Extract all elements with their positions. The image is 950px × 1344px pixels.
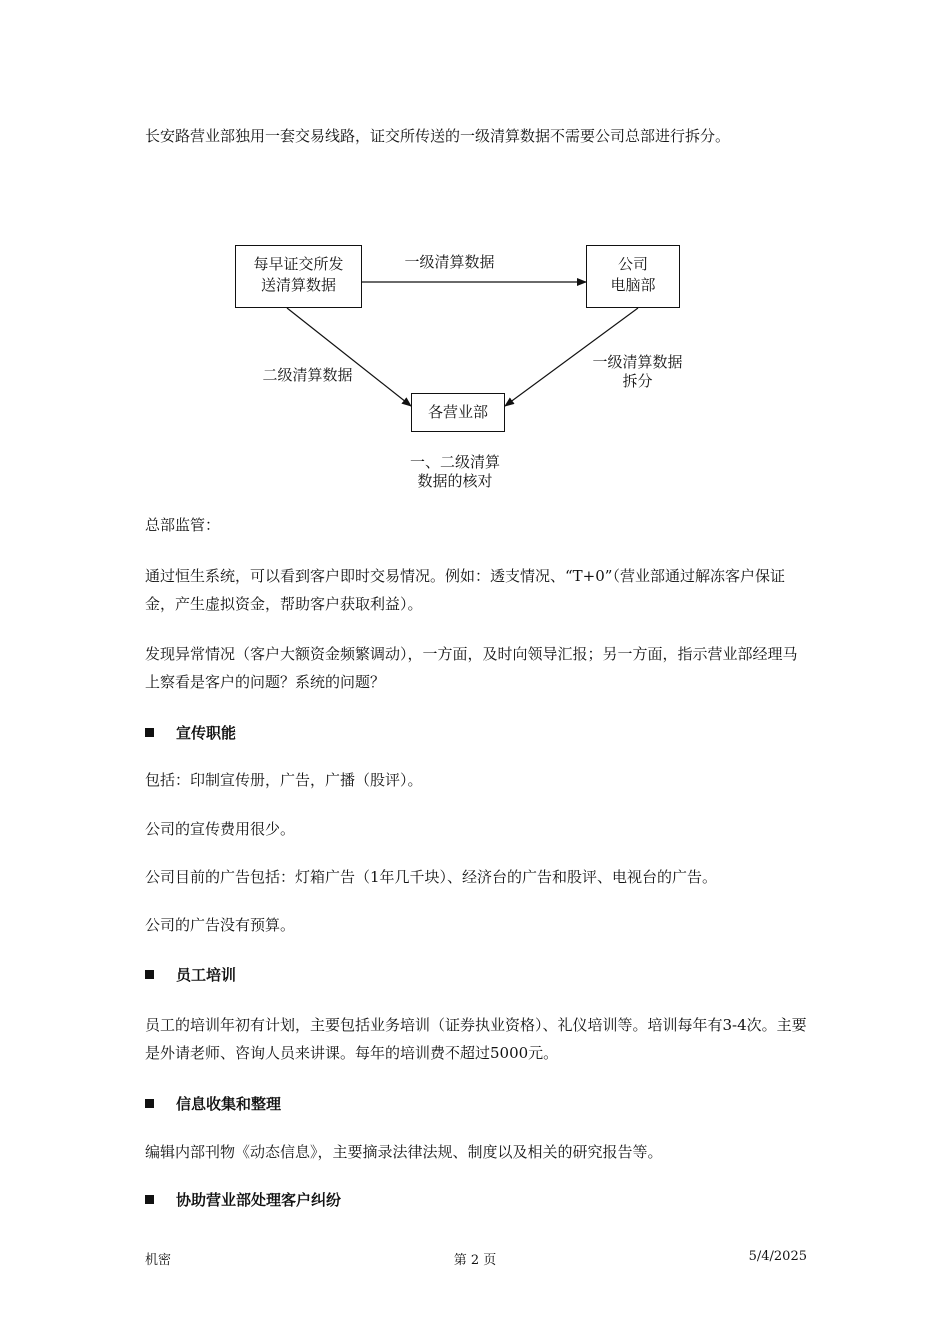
node-exchange-source-line2: 送清算数据 — [260, 276, 336, 294]
node-exchange-source-line1: 每早证交所发 — [253, 255, 344, 273]
square-bullet-icon — [145, 1099, 154, 1108]
node-branches-label: 各营业部 — [427, 403, 488, 421]
section-heading-training — [145, 964, 236, 985]
node-company-line2: 电脑部 — [610, 276, 656, 294]
information-heading-text: 信息收集和整理 — [176, 1095, 282, 1113]
section-heading-information — [145, 1093, 281, 1114]
diagram-caption — [395, 453, 515, 491]
edge-label-split — [580, 353, 695, 391]
footer-confidential: 机密 — [145, 1253, 172, 1268]
edge-label-split-line1: 一级清算数据 — [592, 353, 683, 371]
supervision-paragraph-2: 发现异常情况（客户大额资金频繁调动），一方面，及时向领导汇报；另一方面，指示营业部经理马上察看是客户的问题？系统的问题？ — [145, 645, 798, 691]
edge-label-level1: 一级清算数据 — [404, 253, 495, 271]
training-paragraph: 员工的培训年初有计划，主要包括业务培训（证券执业资格）、礼仪培训等。培训每年有3-4次。主要是外请老师、咨询人员来讲课。每年的培训费不超过5000元。 — [145, 1016, 807, 1062]
edge-label-split-line2: 拆分 — [622, 372, 653, 390]
training-heading-text: 员工培训 — [176, 966, 237, 984]
node-company-computer-dept — [586, 245, 680, 308]
footer-page-number: 第 2 页 — [453, 1253, 497, 1268]
intro-paragraph: 长安路营业部独用一套交易线路，证交所传送的一级清算数据不需要公司总部进行拆分。 — [145, 127, 731, 145]
node-company-line1: 公司 — [617, 255, 648, 273]
publicity-line-3: 公司目前的广告包括：灯箱广告（1年几千块）、经济台的广告和股评、电视台的广告。 — [145, 868, 718, 886]
publicity-line-1: 包括：印制宣传册，广告，广播（股评）。 — [145, 771, 423, 789]
diagram-caption-line1: 一、二级清算 — [409, 453, 500, 471]
footer-date: 5/4/2025 — [748, 1249, 807, 1264]
publicity-line-2: 公司的宣传费用很少。 — [145, 820, 296, 838]
supervision-paragraph-1: 通过恒生系统，可以看到客户即时交易情况。例如：透支情况、“T+0”（营业部通过解冻客户保证金，产生虚拟资金，帮助客户获取利益）。 — [145, 567, 785, 613]
diagram-caption-line2: 数据的核对 — [417, 472, 493, 490]
square-bullet-icon — [145, 970, 154, 979]
publicity-heading-text: 宣传职能 — [176, 724, 237, 742]
section-heading-disputes — [145, 1189, 341, 1210]
node-exchange-source — [235, 245, 362, 308]
disputes-heading-text: 协助营业部处理客户纠纷 — [176, 1191, 342, 1209]
information-paragraph: 编辑内部刊物《动态信息》，主要摘录法律法规、制度以及相关的研究报告等。 — [145, 1143, 663, 1161]
square-bullet-icon — [145, 1195, 154, 1204]
publicity-line-4: 公司的广告没有预算。 — [145, 916, 296, 934]
square-bullet-icon — [145, 728, 154, 737]
arrow-source-to-branch — [287, 308, 411, 406]
edge-label-level2: 二级清算数据 — [262, 366, 353, 384]
section-heading-publicity — [145, 722, 236, 743]
supervision-heading: 总部监管： — [145, 516, 221, 534]
node-branches — [411, 393, 505, 432]
